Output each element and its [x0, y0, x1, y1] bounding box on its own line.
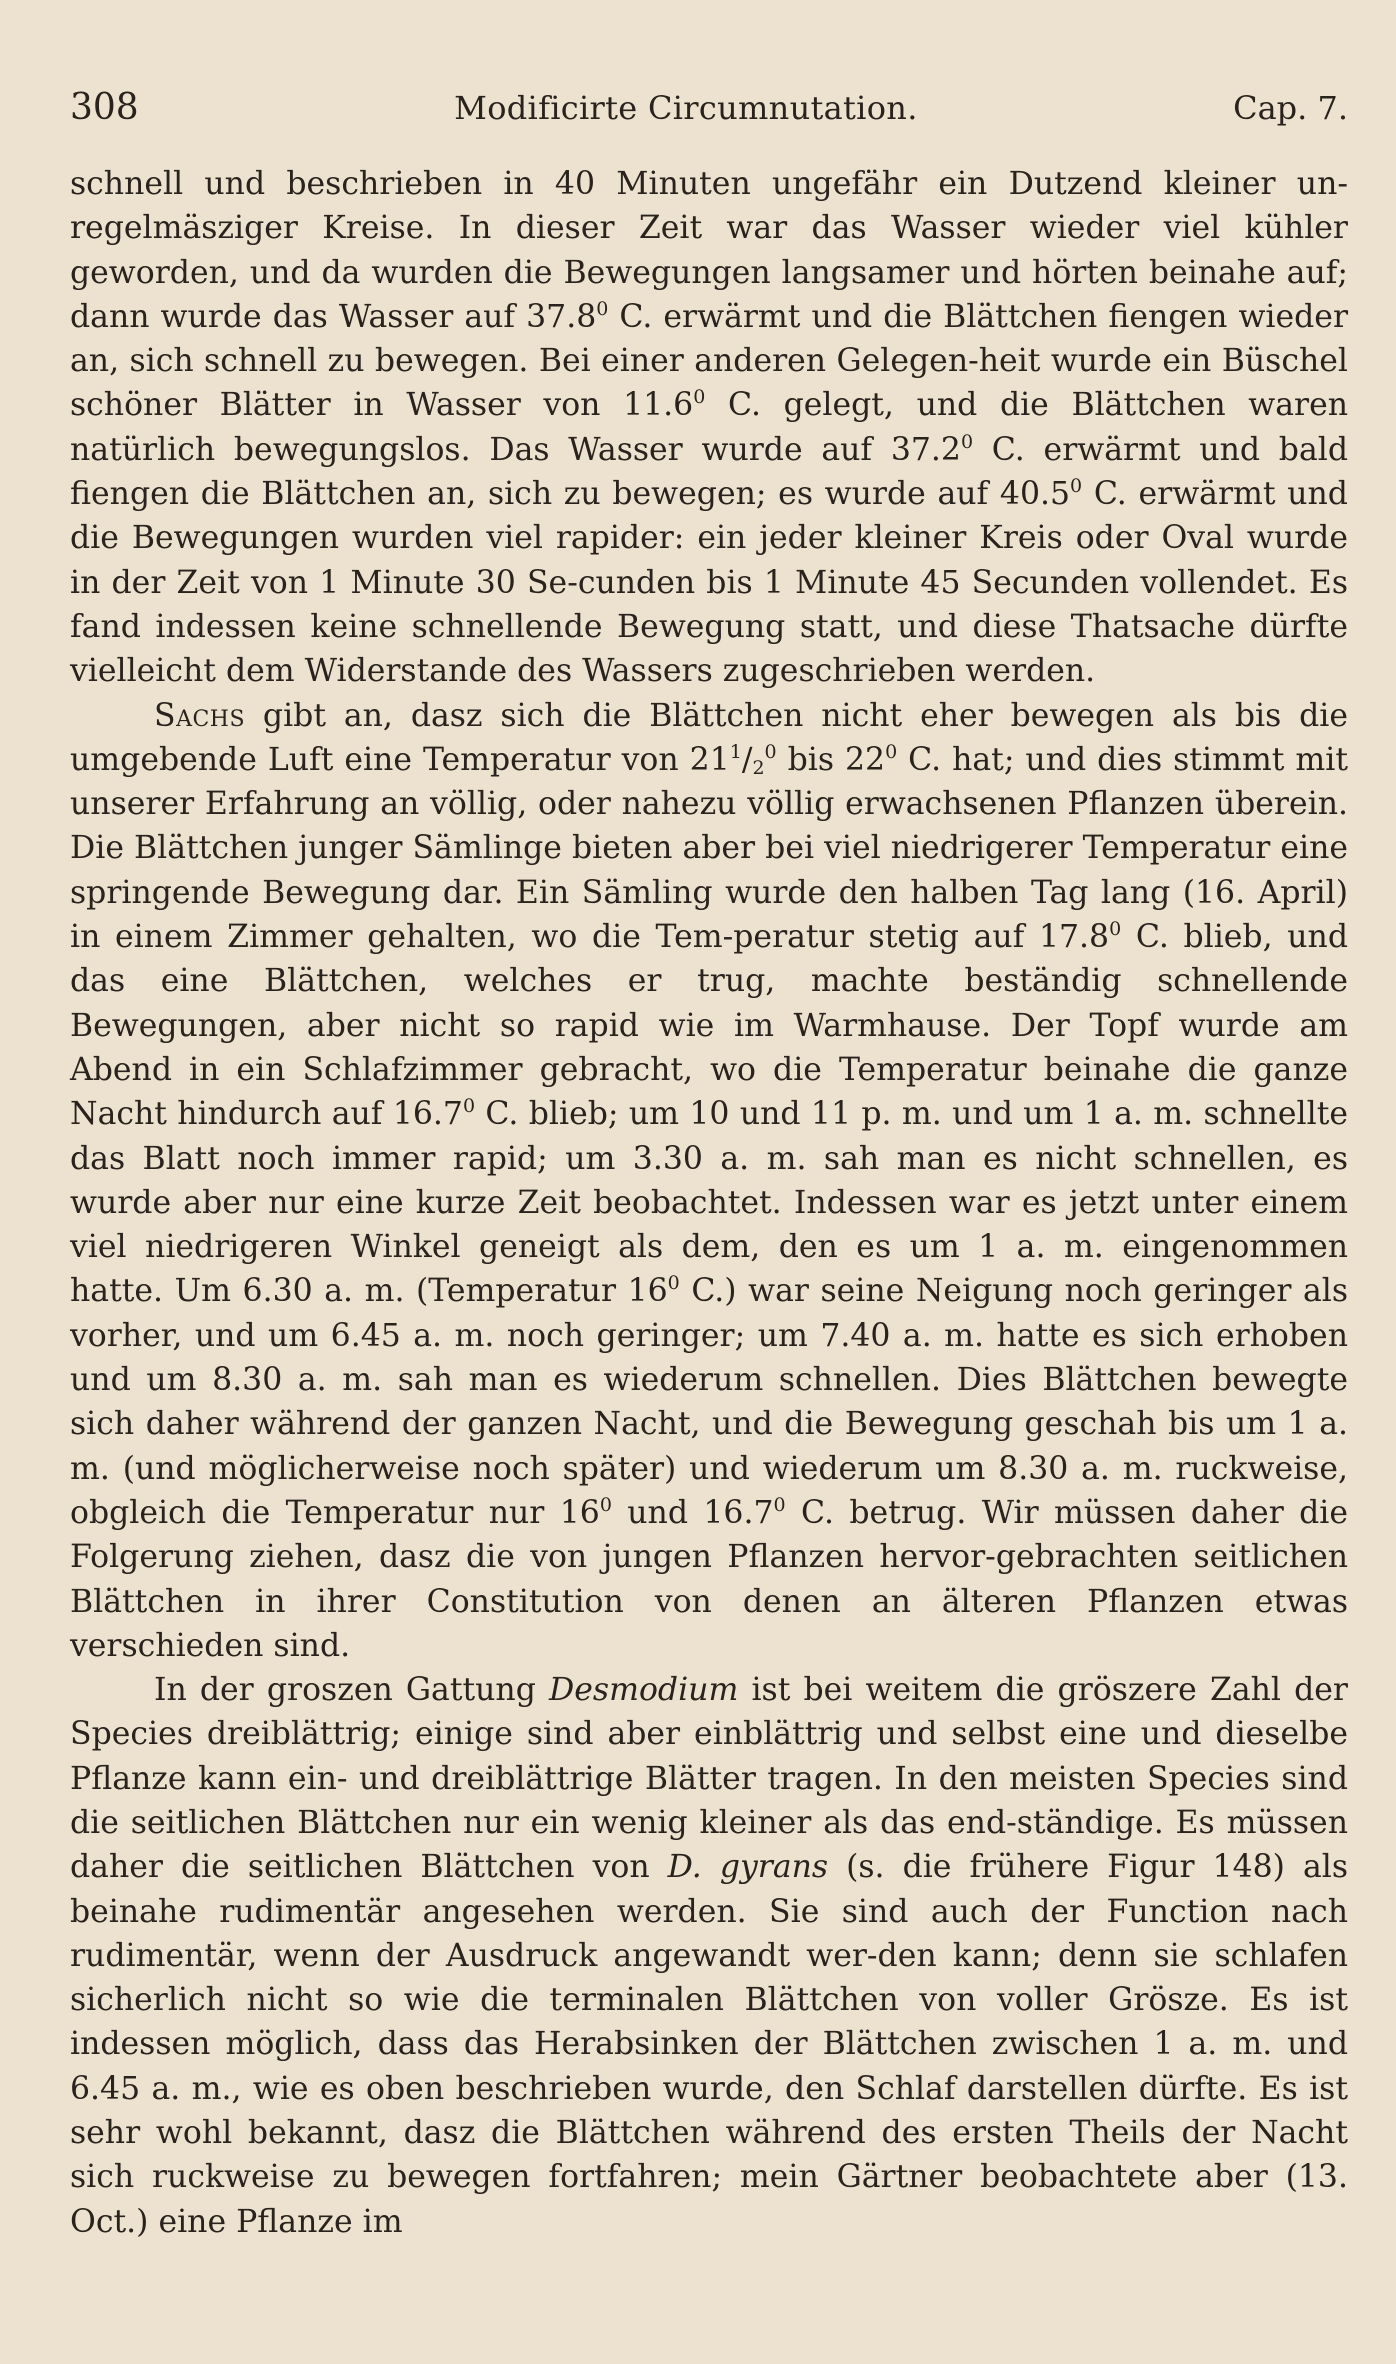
fraction-numerator: 1: [729, 740, 742, 763]
degree-sign: 0: [693, 386, 706, 409]
text-run: und 16.7: [611, 1494, 774, 1531]
fraction-denominator: 2: [752, 756, 765, 779]
species-name: D. gyrans: [667, 1849, 829, 1886]
degree-sign: 0: [764, 740, 777, 763]
text-run: C. erwärmt und die Blättchen fiengen wieder an, sich schnell zu bewegen. Bei einer anderen Gelegen-heit wurde ein Büschel schöner Blätter in Wasser von 11.6: [70, 298, 1348, 424]
fraction-slash: /: [741, 741, 753, 778]
chapter-label: Cap. 7.: [1233, 89, 1348, 127]
text-run: In der groszen Gattung: [154, 1672, 550, 1709]
page-number: 308: [70, 87, 139, 128]
paragraph-3: [70, 1668, 1348, 2244]
text-run: bis 22: [776, 741, 886, 778]
text-run: ist bei weitem die gröszere Zahl der Species dreiblättrig; einige sind aber einblättrig und selbst eine und dieselbe Pflanze kann ein- und dreiblättrige Blätter tragen. In den meisten Species sind die seitlichen Blättchen nur ein wenig kleiner als das end-ständige. Es müssen daher die seitlichen Blättchen von: [70, 1672, 1348, 1886]
degree-sign: 0: [462, 1095, 476, 1118]
text-run: C. blieb, und das eine Blättchen, welches er trug, machte beständig schnellende Bewegungen, aber nicht so rapid wie im Warmhause. Der Topf wurde am Abend in ein Schlafzimmer gebracht, wo die Temperatur beinahe die ganze Nacht hindurch auf 16.7: [70, 919, 1349, 1133]
text-run: C. blieb; um 10 und 11 p. m. und um 1 a. m. schnellte das Blatt noch immer rapid; um 3.30 a. m. sah man es nicht schnellen, es wurde aber nur eine kurze Zeit beobachtet. Indessen war es jetzt unter einem viel niedrigeren Winkel geneigt als dem, den es um 1 a. m. eingenommen hatte. Um 6.30 a. m. (Temperatur 16: [70, 1096, 1348, 1310]
text-run: C. betrug. Wir müssen daher die Folgerung ziehen, dasz die von jungen Pflanzen hervor-gebrachten seitlichen Blättchen in ihrer Constitution von denen an älteren Pflanzen etwas verschieden sind.: [70, 1494, 1348, 1664]
text-run: C.) war seine Neigung noch geringer als vorher, und um 6.45 a. m. noch geringer; um 7.40 a. m. hatte es sich erhoben und um 8.30 a. m. sah man es wiederum schnellen. Dies Blättchen bewegte sich daher während der ganzen Nacht, und die Bewegung geschah bis um 1 a. m. (und möglicherweise noch später) und wiederum um 8.30 a. m. ruckweise, obgleich die Temperatur nur 16: [70, 1273, 1348, 1531]
author-name: Sachs: [154, 697, 246, 734]
paragraph-2: [70, 694, 1348, 1669]
degree-sign: 0: [596, 297, 609, 320]
genus-name: Desmodium: [549, 1672, 739, 1709]
degree-sign: 0: [1070, 475, 1083, 498]
degree-sign: 0: [773, 1493, 786, 1516]
text-run: C. gelegt, und die Blättchen waren natürlich bewegungslos. Das Wasser wurde auf 37.2: [70, 387, 1348, 468]
running-header: [70, 88, 1348, 144]
text-run: schnell und beschrieben in 40 Minuten ungefähr ein Dutzend kleiner un-regelmäsziger Kreise. In dieser Zeit war das Wasser wieder viel kühler geworden, und da wurden die Bewegungen langsamer und hörten beinahe auf; dann wurde das Wasser auf 37.8: [70, 166, 1348, 335]
degree-sign: 0: [960, 430, 974, 453]
text-run: (s. die frühere Figur 148) als beinahe rudimentär angesehen werden. Sie sind auch der Function nach rudimentär, wenn der Ausdruck angewandt wer-den kann; denn sie schlafen sicherlich nicht so wie die terminalen Blättchen von voller Grösze. Es ist indessen möglich, dass das Herabsinken der Blättchen zwischen 1 a. m. und 6.45 a. m., wie es oben beschrieben wurde, den Schlaf darstellen dürfte. Es ist sehr wohl bekannt, dasz die Blättchen während des ersten Theils der Nacht sich ruckweise zu bewegen fortfahren; mein Gärtner beobachtete aber (13. Oct.) eine Pflanze im: [70, 1849, 1349, 2240]
body-text: [70, 162, 1348, 2244]
text-run: gibt an, dasz sich die Blättchen nicht eher bewegen als bis die umgebende Luft eine Temperatur von 21: [70, 697, 1348, 778]
degree-sign: 0: [667, 1272, 680, 1295]
paragraph-1: [70, 162, 1348, 694]
degree-sign: 0: [1109, 918, 1122, 941]
text-run: C. hat; und dies stimmt mit unserer Erfahrung an völlig, oder nahezu völlig erwachsenen Pflanzen überein. Die Blättchen junger Sämlinge bieten aber bei viel niedrigerer Temperatur eine springende Bewegung dar. Ein Sämling wurde den halben Tag lang (16. April) in einem Zimmer gehalten, wo die Tem-peratur stetig auf 17.8: [70, 741, 1349, 956]
degree-sign: 0: [885, 740, 898, 763]
degree-sign: 0: [599, 1493, 612, 1516]
running-title: Modificirte Circumnutation.: [454, 89, 918, 127]
text-run: C. erwärmt und die Bewegungen wurden viel rapider: ein jeder kleiner Kreis oder Oval wurde in der Zeit von 1 Minute 30 Se-cunden bis 1 Minute 45 Secunden vollendet. Es fand indessen keine schnellende Bewegung statt, und diese Thatsache dürfte vielleicht dem Widerstande des Wassers zugeschrieben werden.: [70, 476, 1348, 690]
text-run: C. erwärmt und bald fiengen die Blättchen an, sich zu bewegen; es wurde auf 40.5: [70, 431, 1348, 513]
